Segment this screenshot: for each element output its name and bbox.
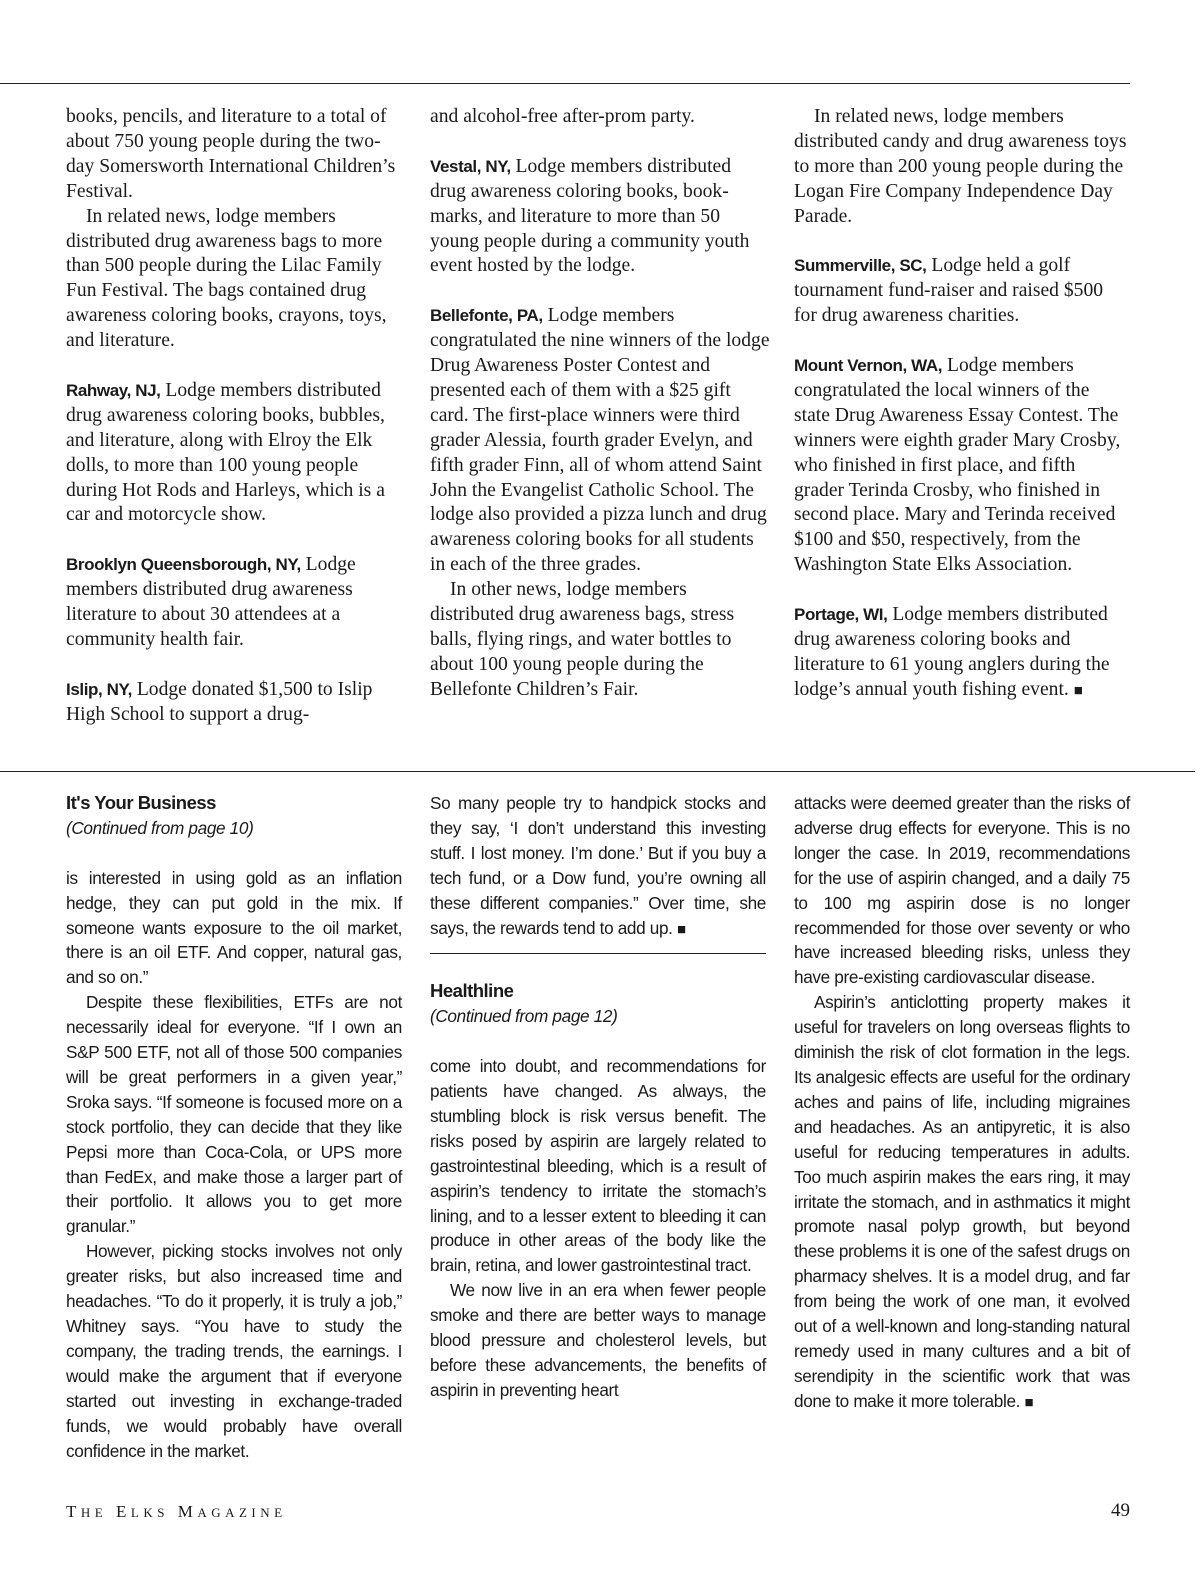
paragraph: is interested in using gold as an inflation hedge, they can put gold in the mix. If someone wants exposure to the oil market, there is an oil ETF. And copper, natural gas, and so on.” — [66, 867, 402, 988]
paragraph: In related news, lodge members distributed candy and drug awareness toys to more than 200 young people during the Logan Fire Company Independence Day Parade. — [794, 106, 1127, 227]
paragraph: and alcohol-free after-prom party. — [430, 106, 695, 127]
column-divider — [430, 953, 766, 954]
news-item-summerville: Summerville, SC, Lodge held a golf tournament fund-raiser and raised $500 for drug awareness charities. — [794, 255, 1104, 327]
paragraph: Despite these flexibilities, ETFs are not necessarily ideal for everyone. “If I own an S&P 500 ETF, not all of those 500 companies will be great performers in a given year,” Sroka says. “If someone is focused more on a stock portfolio, they can decide that they like Pepsi more than Coca-Cola, or UPS more than FedEx, and make those a larger part of their portfolio. It allows you to get more granular.” — [66, 992, 402, 1237]
section-heading: It's Your Business — [66, 792, 216, 813]
end-mark-icon: ■ — [677, 920, 686, 938]
paragraph: Aspirin’s anticlotting property makes it useful for travelers on long overseas flights to diminish the risk of clot formation in the legs. Its analgesic effects are useful for the ordinary aches and pains of life, including migraines and headaches. As an antipyretic, it is also useful for reducing temperatures in adults. Too much aspirin makes the ears ring, it may irritate the stomach, and in asthmatics it might promote nasal polyp growth, but beyond these problems it is one of the safest drugs on pharmacy shelves. It is a model drug, and far from being the work of one man, it evolved out of a well-known and long-standing natural remedy used in many cultures and a bit of serendipity in the scientific work that was done to make it more tolerable. ■ — [794, 992, 1130, 1411]
location-label: Vestal, NY, — [430, 156, 511, 176]
top-rule — [0, 83, 1130, 84]
section-heading: Healthline — [430, 980, 514, 1002]
paragraph: We now live in an era when fewer people smoke and there are better ways to manage blood pressure and cholesterol levels, but before these advancements, the benefits of aspirin in preventing heart — [430, 1280, 766, 1400]
end-mark-icon: ■ — [1073, 682, 1083, 699]
location-label: Islip, NY, — [66, 679, 132, 699]
lower-column-3 — [794, 791, 1130, 1416]
continued-note: (Continued from page 12) — [430, 1006, 618, 1027]
magazine-name: THE ELKS MAGAZINE — [66, 1502, 287, 1521]
paragraph: books, pencils, and literature to a total of about 750 young people during the two-day Somersworth International Children’s Festival. — [66, 106, 396, 202]
paragraph: In other news, lodge members distributed drug awareness bags, stress balls, flying rings, and water bottles to about 100 young people during the Bellefonte Children’s Fair. — [430, 579, 735, 700]
upper-column-3 — [794, 105, 1130, 704]
page-number: 49 — [1111, 1500, 1130, 1521]
news-item-portage: Portage, WI, Lodge members distributed drug awareness coloring books and literature to 61 young anglers during the lodge’s annual youth fishing event. ■ — [794, 604, 1110, 700]
paragraph: come into doubt, and recommendations for patients have changed. As always, the stumbling block is risk versus benefit. The risks posed by aspirin are largely related to gastrointestinal bleeding, which is a result of aspirin’s tendency to irritate the stomach’s lining, and to a lesser extent to bleeding it can produce in other areas of the body like the brain, retina, and lower gastrointestinal tract. — [430, 1056, 766, 1276]
location-label: Brooklyn Queensborough, NY, — [66, 555, 301, 575]
lower-column-2 — [430, 791, 766, 1403]
location-label: Rahway, NJ, — [66, 380, 161, 400]
news-item-bellefonte: Bellefonte, PA, Lodge members congratulated the nine winners of the lodge Drug Awareness Poster Contest and presented each of them with a $25 gift card. The first-place winners were third grader Alessia, fourth grader Evelyn, and fifth grader Finn, all of whom attend Saint John the Evangelist Catholic School. The lodge also provided a pizza lunch and drug awareness coloring books for all students in each of the three grades. — [430, 305, 770, 576]
upper-column-1 — [66, 105, 402, 728]
news-item-islip: Islip, NY, Lodge donated $1,500 to Islip High School to support a drug- — [66, 678, 373, 725]
news-item-mount-vernon: Mount Vernon, WA, Lodge members congratulated the local winners of the state Drug Awareness Essay Contest. The winners were eighth grader Mary Crosby, who finished in first place, and fifth grader Terinda Crosby, who finished in second place. Mary and Terinda received $100 and $50, respectively, from the Washington State Elks Association. — [794, 355, 1121, 576]
location-label: Summerville, SC, — [794, 256, 927, 276]
lower-column-1 — [66, 791, 402, 1463]
end-mark-icon: ■ — [1024, 1393, 1034, 1411]
upper-column-2 — [430, 105, 770, 703]
news-item-brooklyn: Brooklyn Queensborough, NY, Lodge members distributed drug awareness literature to about 30 attendees at a community health fair. — [66, 554, 356, 650]
location-label: Mount Vernon, WA, — [794, 356, 943, 376]
section-divider — [0, 771, 1195, 772]
continued-note: (Continued from page 10) — [66, 817, 254, 838]
paragraph: In related news, lodge members distributed drug awareness bags to more than 500 people during the Lilac Family Fun Festival. The bags contained drug awareness coloring books, crayons, toys, and literature. — [66, 205, 387, 352]
location-label: Bellefonte, PA, — [430, 306, 543, 326]
paragraph: attacks were deemed greater than the risks of adverse drug effects for everyone. This is no longer the case. In 2019, recommendations for the use of aspirin changed, and a daily 75 to 100 mg aspirin dose is no longer recommended for those over seventy or who have increased bleeding risks, unless they have pre-existing cardiovascular disease. — [794, 793, 1130, 988]
paragraph: So many people try to handpick stocks and they say, ‘I don’t understand this investing stuff. I lost money. I’m done.’ But if you buy a tech fund, or a Dow fund, you’re owning all these different companies.” Over time, she says, the rewards tend to add up. ■ — [430, 793, 766, 938]
location-label: Portage, WI, — [794, 605, 888, 625]
news-item-vestal: Vestal, NY, Lodge members distributed drug awareness coloring books, bookmarks, and literature to more than 50 young people during a community youth event hosted by the lodge. — [430, 155, 750, 277]
paragraph: However, picking stocks involves not only greater risks, but also increased time and headaches. “To do it properly, it is truly a job,” Whitney says. “You have to study the company, the trading trends, the earnings. I would make the argument that if everyone started out investing in exchange-traded funds, we would probably have overall confidence in the market. — [66, 1241, 402, 1461]
news-item-rahway: Rahway, NJ, Lodge members distributed drug awareness coloring books, bubbles, and literature, along with Elroy the Elk dolls, to more than 100 young people during Hot Rods and Harleys, which is a car and motorcycle show. — [66, 379, 385, 526]
